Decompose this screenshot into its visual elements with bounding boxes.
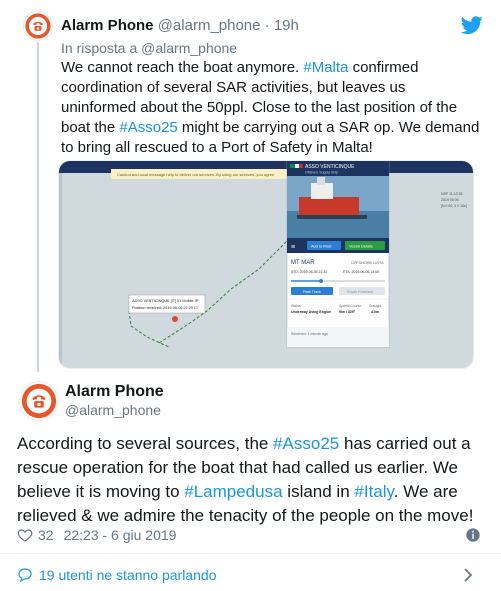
route-forecast-button: Route Forecast [347, 290, 373, 294]
text-segment: . We are relieved & we admire the tenacity of the people on the move! [17, 482, 474, 525]
hashtag-malta[interactable]: #Malta [303, 59, 349, 76]
map-corner-text: NSP 11:13:26 [441, 192, 463, 196]
divider [0, 553, 501, 554]
chevron-right-icon [462, 567, 474, 583]
tweet-media-image[interactable] [58, 160, 474, 369]
alarm-phone-logo-icon [24, 12, 52, 40]
map-notice-text: Caution and local message help to deliver our services. By using our services, you agree [117, 172, 275, 177]
thread-connector-line [37, 42, 39, 372]
conversation-count-text: 19 utenti ne stanno parlando [39, 567, 217, 583]
twitter-bird-icon[interactable] [461, 14, 483, 36]
map-corner-text: 2019 06 06 [441, 198, 459, 202]
alarm-phone-logo-icon [20, 382, 58, 420]
text-segment: confirmed coordination of several SAR activities, but leaves us uninformed about the 50ppl. Close to the last position of the boat the [61, 59, 458, 136]
tweet-text [61, 58, 481, 158]
reply-prefix: In risposta a [61, 40, 138, 56]
heart-icon[interactable] [17, 527, 33, 543]
hashtag-italy[interactable]: #Italy [354, 482, 394, 501]
tweet-timestamp[interactable]: 22:23 - 6 giu 2019 [63, 527, 177, 543]
text-segment: has carried out a rescue operation for the boat that had called us earlier. We believe it is moving to [17, 434, 471, 501]
draught-value: 4.0m [371, 310, 379, 314]
vessel-marker-icon [172, 316, 178, 322]
destination-port: OFFSHORE LIBYA [351, 261, 384, 265]
speed-label: Speed/Course [339, 304, 362, 308]
author-name[interactable]: Alarm Phone [61, 17, 154, 34]
status-label: Status [291, 304, 301, 308]
hashtag-asso25[interactable]: #Asso25 [119, 119, 178, 136]
vessel-details-button: Vessel Details [349, 244, 373, 249]
map-label-vessel: ASSO VENTICINQUE [IT] 51 Mobile IP [132, 299, 199, 303]
past-track-button: Past Track [303, 290, 321, 294]
separator: · [264, 17, 270, 34]
author-handle[interactable]: @alarm_phone [65, 402, 161, 418]
map-corner-text: [N 0 00, 0 0 16e] [441, 204, 467, 208]
draught-label: Draught [369, 304, 382, 308]
text-segment: might be carrying out a SAR op. We demand to bring all rescued to a Port of Safety in Malta! [61, 119, 480, 156]
tweet-text [17, 432, 487, 528]
tweet-time[interactable]: 19h [273, 17, 299, 34]
add-to-fleet-button: Add to Fleet [311, 244, 332, 249]
vessel-title: ASSO VENTICINQUE [305, 164, 355, 170]
author-handle[interactable]: @alarm_phone [157, 17, 261, 34]
avatar[interactable] [23, 11, 53, 41]
tweet-header [61, 17, 299, 34]
received-text: Received: 1 minute ago [291, 332, 328, 336]
marine-traffic-map [59, 161, 474, 369]
hashtag-lampedusa[interactable]: #Lampedusa [184, 482, 283, 501]
conversation-link[interactable] [17, 565, 484, 585]
author-name[interactable]: Alarm Phone [65, 383, 164, 400]
reply-handle-link[interactable]: @alarm_phone [141, 40, 238, 56]
vessel-subtitle: Offshore Supply Ship [305, 170, 339, 175]
map-label-position: Position received: 2019-06-06 22:20 LT [132, 306, 199, 310]
avatar[interactable] [19, 381, 59, 421]
status-value: Underway Using Engine [291, 310, 332, 314]
text-segment: According to several sources, the [17, 434, 274, 453]
text-segment: island in [282, 482, 355, 501]
like-count[interactable]: 32 [38, 527, 54, 543]
eta-text: ETA: 2019-06-06 14:00 [343, 270, 380, 274]
text-segment: We cannot reach the boat anymore. [61, 59, 304, 76]
tweet-meta [17, 526, 484, 544]
speech-bubble-icon [17, 567, 33, 583]
departure-port: MT MAR [291, 260, 315, 266]
info-icon[interactable] [465, 527, 481, 543]
atd-text: ATD: 2019-06-05 21:32 [291, 270, 328, 274]
reply-context [61, 40, 237, 56]
speed-value: 9kn / 329° [339, 310, 356, 314]
vessel-info-panel [287, 161, 389, 347]
svg-text:≡: ≡ [291, 244, 296, 251]
hashtag-asso25[interactable]: #Asso25 [273, 434, 340, 453]
